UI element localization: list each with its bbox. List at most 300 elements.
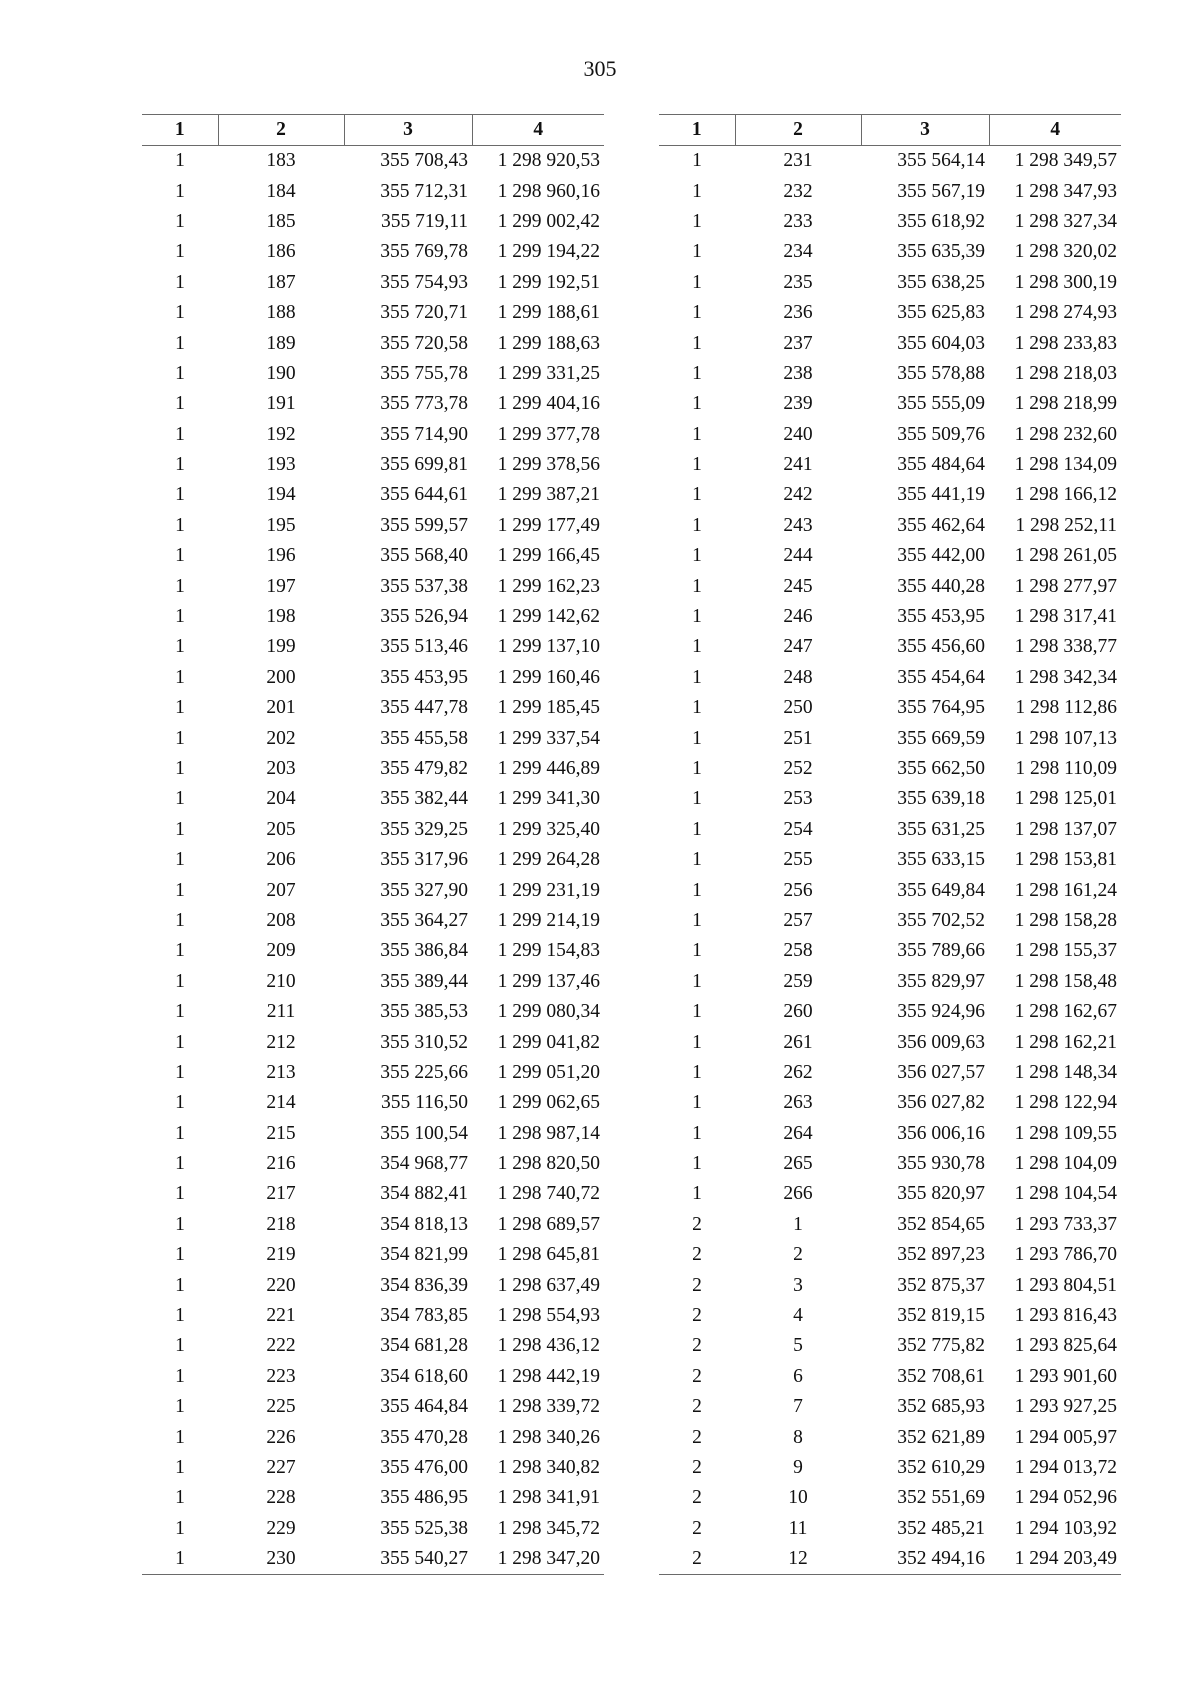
table-row (142, 906, 604, 936)
cell-col-2: 8 (793, 1426, 803, 1448)
cell-col-3: 355 462,64 (897, 514, 985, 536)
cell-col-1: 1 (692, 1031, 702, 1053)
cell-col-4: 1 294 052,96 (1014, 1487, 1117, 1509)
cell-col-1: 1 (142, 1544, 218, 1575)
cell-col-2: 5 (793, 1335, 803, 1357)
cell-col-4: 1 298 104,54 (1014, 1183, 1117, 1205)
table-row (659, 967, 1121, 997)
cell-col-1: 1 (692, 210, 702, 232)
cell-col-3: 354 618,60 (380, 1365, 468, 1387)
cell-col-4: 1 298 277,97 (1014, 575, 1117, 597)
table-row (659, 754, 1121, 784)
table-row (659, 207, 1121, 237)
cell-col-1: 1 (692, 180, 702, 202)
cell-col-3: 355 555,09 (897, 393, 985, 415)
table-row (142, 997, 604, 1027)
cell-col-3: 354 821,99 (380, 1244, 468, 1266)
cell-col-2: 210 (266, 970, 296, 992)
cell-col-4: 1 298 960,16 (497, 180, 600, 202)
cell-col-2: 240 (783, 423, 813, 445)
cell-col-3: 355 442,00 (897, 545, 985, 567)
cell-col-2: 220 (266, 1274, 296, 1296)
cell-col-3: 352 485,21 (897, 1517, 985, 1539)
table-row (142, 1544, 604, 1575)
cell-col-3: 355 567,19 (897, 180, 985, 202)
cell-col-2: 216 (266, 1153, 296, 1175)
cell-col-4: 1 298 134,09 (1014, 454, 1117, 476)
cell-col-1: 2 (692, 1244, 702, 1266)
cell-col-3: 355 708,43 (380, 150, 468, 172)
table-row (659, 298, 1121, 328)
cell-col-2: 197 (266, 575, 296, 597)
table-row (659, 1270, 1121, 1300)
cell-col-2: 245 (783, 575, 813, 597)
cell-col-4: 1 299 404,16 (497, 393, 600, 415)
cell-col-1: 1 (692, 1153, 702, 1175)
cell-col-4: 1 298 155,37 (1014, 940, 1117, 962)
cell-col-2: 231 (783, 150, 813, 172)
cell-col-2: 232 (783, 180, 813, 202)
cell-col-2: 253 (783, 788, 813, 810)
cell-col-3: 355 486,95 (380, 1487, 468, 1509)
column-header-3: 3 (344, 115, 472, 146)
cell-col-1: 1 (692, 818, 702, 840)
cell-col-2: 260 (783, 1001, 813, 1023)
cell-col-2: 189 (266, 332, 296, 354)
cell-col-1: 1 (692, 606, 702, 628)
table-row (659, 663, 1121, 693)
cell-col-3: 355 476,00 (380, 1456, 468, 1478)
cell-col-1: 1 (692, 1061, 702, 1083)
cell-col-4: 1 299 002,42 (497, 210, 600, 232)
table-body (142, 146, 604, 1575)
cell-col-3: 355 638,25 (897, 271, 985, 293)
cell-col-4: 1 298 232,60 (1014, 423, 1117, 445)
cell-col-4: 1 298 347,93 (1014, 180, 1117, 202)
cell-col-1: 1 (175, 575, 185, 597)
coordinates-table-left (142, 114, 604, 1575)
cell-col-2: 241 (783, 454, 813, 476)
cell-col-4: 1 298 340,26 (497, 1426, 600, 1448)
cell-col-1: 1 (692, 545, 702, 567)
cell-col-2: 248 (783, 666, 813, 688)
cell-col-2: 184 (266, 180, 296, 202)
table-row (142, 389, 604, 419)
cell-col-1: 2 (692, 1426, 702, 1448)
cell-col-4: 1 298 347,20 (472, 1544, 604, 1575)
cell-col-3: 352 875,37 (897, 1274, 985, 1296)
table-row (659, 1392, 1121, 1422)
cell-col-3: 355 754,93 (380, 271, 468, 293)
cell-col-3: 355 820,97 (897, 1183, 985, 1205)
cell-col-2: 228 (266, 1487, 296, 1509)
cell-col-4: 1 299 192,51 (497, 271, 600, 293)
cell-col-2: 187 (266, 271, 296, 293)
cell-col-1: 1 (175, 636, 185, 658)
table-row (142, 1210, 604, 1240)
table-row (659, 693, 1121, 723)
cell-col-4: 1 299 377,78 (497, 423, 600, 445)
cell-col-1: 2 (692, 1487, 702, 1509)
table-row (142, 815, 604, 845)
cell-col-2: 196 (266, 545, 296, 567)
cell-col-3: 355 755,78 (380, 362, 468, 384)
cell-col-1: 1 (175, 1426, 185, 1448)
cell-col-3: 355 633,15 (897, 849, 985, 871)
cell-col-1: 1 (175, 788, 185, 810)
cell-col-1: 1 (175, 241, 185, 263)
cell-col-3: 355 526,94 (380, 606, 468, 628)
cell-col-2: 227 (266, 1456, 296, 1478)
cell-col-1: 1 (175, 1456, 185, 1478)
cell-col-1: 1 (175, 1122, 185, 1144)
cell-col-3: 354 968,77 (380, 1153, 468, 1175)
cell-col-4: 1 299 160,46 (497, 666, 600, 688)
table-row (659, 723, 1121, 753)
cell-col-2: 208 (266, 909, 296, 931)
cell-col-3: 355 720,71 (380, 302, 468, 324)
cell-col-1: 1 (175, 423, 185, 445)
cell-col-2: 266 (783, 1183, 813, 1205)
cell-col-2: 252 (783, 758, 813, 779)
cell-col-1: 1 (692, 970, 702, 992)
cell-col-2: 6 (793, 1365, 803, 1387)
cell-col-1: 1 (175, 150, 185, 172)
cell-col-4: 1 298 341,91 (497, 1487, 600, 1509)
cell-col-3: 355 453,95 (380, 666, 468, 688)
cell-col-3: 355 644,61 (380, 484, 468, 506)
table-row (659, 1119, 1121, 1149)
cell-col-3: 355 464,84 (380, 1396, 468, 1418)
cell-col-3: 355 712,31 (380, 180, 468, 202)
cell-col-4: 1 298 252,11 (1015, 514, 1117, 536)
cell-col-4: 1 299 154,83 (497, 940, 600, 962)
table-row (659, 1422, 1121, 1452)
cell-col-4: 1 298 342,34 (1014, 666, 1117, 688)
table-row (142, 967, 604, 997)
cell-col-1: 1 (692, 879, 702, 901)
table-row (659, 845, 1121, 875)
cell-col-2: 239 (783, 393, 813, 415)
page-number: 305 (583, 56, 617, 81)
table-row (142, 176, 604, 206)
cell-col-4: 1 294 013,72 (1014, 1456, 1117, 1478)
cell-col-4: 1 298 820,50 (497, 1153, 600, 1175)
cell-col-4: 1 298 987,14 (497, 1122, 600, 1144)
cell-col-4: 1 293 786,70 (1014, 1244, 1117, 1266)
cell-col-4: 1 298 233,83 (1014, 332, 1117, 354)
table-row (659, 1027, 1121, 1057)
table-row (142, 1058, 604, 1088)
cell-col-3: 354 783,85 (380, 1305, 468, 1327)
cell-col-3: 352 494,16 (861, 1544, 989, 1575)
cell-col-4: 1 298 442,19 (497, 1365, 600, 1387)
table-row (659, 1331, 1121, 1361)
cell-col-2: 206 (266, 849, 296, 871)
cell-col-1: 2 (692, 1517, 702, 1539)
cell-col-1: 1 (692, 150, 702, 172)
cell-col-3: 355 639,18 (897, 788, 985, 810)
table-row (142, 1301, 604, 1331)
table-row (659, 511, 1121, 541)
cell-col-4: 1 298 637,49 (497, 1274, 600, 1296)
cell-col-4: 1 299 162,23 (497, 575, 600, 597)
table-row (142, 663, 604, 693)
cell-col-1: 1 (175, 180, 185, 202)
cell-col-3: 355 924,96 (897, 1001, 985, 1023)
column-header-1: 1 (659, 115, 735, 146)
cell-col-1: 1 (692, 393, 702, 415)
cell-col-2: 202 (266, 727, 296, 749)
cell-col-3: 355 364,27 (380, 909, 468, 931)
cell-col-2: 229 (266, 1517, 296, 1539)
cell-col-1: 1 (692, 575, 702, 597)
cell-col-4: 1 298 110,09 (1015, 758, 1117, 779)
cell-col-4: 1 293 901,60 (1014, 1365, 1117, 1387)
cell-col-2: 234 (783, 241, 813, 263)
cell-col-2: 203 (266, 758, 296, 779)
cell-col-1: 1 (692, 788, 702, 810)
cell-col-1: 2 (692, 1213, 702, 1235)
cell-col-1: 1 (175, 393, 185, 415)
cell-col-1: 1 (175, 940, 185, 962)
cell-col-2: 250 (783, 697, 813, 719)
cell-col-1: 1 (175, 1001, 185, 1023)
cell-col-4: 1 298 158,48 (1014, 970, 1117, 992)
table-row (142, 754, 604, 784)
table-row (659, 1453, 1121, 1483)
cell-col-1: 1 (175, 1305, 185, 1327)
cell-col-1: 1 (175, 1365, 185, 1387)
table-row (142, 1392, 604, 1422)
cell-col-2: 188 (266, 302, 296, 324)
cell-col-3: 356 006,16 (897, 1122, 985, 1144)
cell-col-2: 221 (266, 1305, 296, 1327)
cell-col-4: 1 298 689,57 (497, 1213, 600, 1235)
table-row (142, 298, 604, 328)
cell-col-2: 246 (783, 606, 813, 628)
cell-col-3: 355 440,28 (897, 575, 985, 597)
table-row (142, 1270, 604, 1300)
cell-col-4: 1 293 927,25 (1014, 1396, 1117, 1418)
cell-col-4: 1 298 327,34 (1014, 210, 1117, 232)
cell-col-4: 1 298 339,72 (497, 1396, 600, 1418)
cell-col-1: 1 (692, 1092, 702, 1114)
cell-col-3: 355 116,50 (380, 1092, 468, 1114)
cell-col-1: 1 (692, 362, 702, 384)
cell-col-4: 1 299 080,34 (497, 1001, 600, 1023)
table-row (659, 389, 1121, 419)
cell-col-1: 1 (175, 909, 185, 931)
table-row (659, 176, 1121, 206)
cell-col-2: 230 (218, 1544, 344, 1575)
table-row (659, 146, 1121, 177)
table-row (142, 359, 604, 389)
cell-col-2: 195 (266, 514, 296, 536)
cell-col-1: 1 (692, 940, 702, 962)
cell-col-1: 1 (175, 1517, 185, 1539)
cell-col-4: 1 298 345,72 (497, 1517, 600, 1539)
cell-col-4: 1 299 337,54 (497, 727, 600, 749)
table-row (659, 571, 1121, 601)
cell-col-2: 259 (783, 970, 813, 992)
cell-col-4: 1 299 188,63 (497, 332, 600, 354)
table-row (659, 1149, 1121, 1179)
cell-col-4: 1 299 051,20 (497, 1061, 600, 1083)
cell-col-3: 355 578,88 (897, 362, 985, 384)
cell-col-1: 1 (175, 454, 185, 476)
cell-col-2: 247 (783, 636, 813, 658)
table-row (659, 450, 1121, 480)
cell-col-3: 352 708,61 (897, 1365, 985, 1387)
cell-col-2: 264 (783, 1122, 813, 1144)
table-row (142, 1453, 604, 1483)
cell-col-3: 355 599,57 (380, 514, 468, 536)
cell-col-3: 355 540,27 (344, 1544, 472, 1575)
cell-col-1: 1 (692, 423, 702, 445)
cell-col-3: 352 610,29 (897, 1456, 985, 1478)
table-row (659, 420, 1121, 450)
cell-col-1: 1 (175, 1153, 185, 1175)
cell-col-4: 1 298 218,99 (1014, 393, 1117, 415)
cell-col-3: 352 854,65 (897, 1213, 985, 1235)
cell-col-3: 352 897,23 (897, 1244, 985, 1266)
cell-col-2: 226 (266, 1426, 296, 1448)
cell-col-2: 211 (266, 1001, 296, 1023)
table-row (142, 1179, 604, 1209)
cell-col-2: 218 (266, 1213, 296, 1235)
cell-col-2: 200 (266, 666, 296, 688)
cell-col-3: 355 389,44 (380, 970, 468, 992)
cell-col-2: 251 (783, 727, 813, 749)
cell-col-2: 217 (266, 1183, 296, 1205)
table-row (142, 693, 604, 723)
cell-col-3: 355 568,40 (380, 545, 468, 567)
cell-col-3: 355 789,66 (897, 940, 985, 962)
cell-col-2: 243 (783, 514, 813, 536)
cell-col-4: 1 299 062,65 (497, 1092, 600, 1114)
cell-col-3: 354 681,28 (380, 1335, 468, 1357)
column-header-2: 2 (735, 115, 861, 146)
table-row (142, 328, 604, 358)
table-row (142, 146, 604, 177)
table-row (659, 1088, 1121, 1118)
table-row (142, 632, 604, 662)
table-header-row (659, 115, 1121, 146)
cell-col-3: 355 327,90 (380, 879, 468, 901)
cell-col-4: 1 298 340,82 (497, 1456, 600, 1478)
cell-col-2: 209 (266, 940, 296, 962)
table-row (659, 328, 1121, 358)
table-row (142, 450, 604, 480)
cell-col-2: 263 (783, 1092, 813, 1114)
cell-col-2: 4 (793, 1305, 803, 1327)
cell-col-4: 1 298 920,53 (497, 150, 600, 172)
table-row (142, 723, 604, 753)
cell-col-3: 352 685,93 (897, 1396, 985, 1418)
cell-col-4: 1 298 166,12 (1014, 484, 1117, 506)
column-header-4: 4 (472, 115, 604, 146)
cell-col-1: 1 (692, 1183, 702, 1205)
cell-col-1: 1 (692, 454, 702, 476)
cell-col-4: 1 298 122,94 (1014, 1092, 1117, 1114)
table-row (659, 875, 1121, 905)
table-row (142, 268, 604, 298)
cell-col-3: 355 441,19 (897, 484, 985, 506)
table-row (659, 1301, 1121, 1331)
cell-col-2: 198 (266, 606, 296, 628)
cell-col-2: 207 (266, 879, 296, 901)
cell-col-3: 355 329,25 (380, 818, 468, 840)
column-header-1: 1 (142, 115, 218, 146)
cell-col-3: 354 836,39 (380, 1274, 468, 1296)
cell-col-4: 1 298 554,93 (497, 1305, 600, 1327)
cell-col-2: 205 (266, 818, 296, 840)
cell-col-3: 355 829,97 (897, 970, 985, 992)
table-row (142, 571, 604, 601)
cell-col-4: 1 293 804,51 (1014, 1274, 1117, 1296)
cell-col-1: 1 (175, 1213, 185, 1235)
cell-col-1: 1 (692, 849, 702, 871)
cell-col-1: 1 (175, 727, 185, 749)
cell-col-2: 242 (783, 484, 813, 506)
table-row (659, 268, 1121, 298)
cell-col-3: 355 100,54 (380, 1122, 468, 1144)
cell-col-4: 1 299 387,21 (497, 484, 600, 506)
cell-col-3: 355 470,28 (380, 1426, 468, 1448)
column-header-3: 3 (861, 115, 989, 146)
cell-col-4: 1 293 733,37 (1014, 1213, 1117, 1235)
cell-col-4: 1 299 177,49 (497, 514, 600, 536)
cell-col-2: 191 (266, 393, 296, 415)
cell-col-2: 185 (266, 210, 296, 232)
cell-col-1: 1 (175, 666, 185, 688)
cell-col-3: 355 702,52 (897, 909, 985, 931)
table-row (659, 541, 1121, 571)
cell-col-3: 355 773,78 (380, 393, 468, 415)
table-row (142, 875, 604, 905)
cell-col-4: 1 298 161,24 (1014, 879, 1117, 901)
cell-col-4: 1 298 320,02 (1014, 241, 1117, 263)
cell-col-3: 355 453,95 (897, 606, 985, 628)
cell-col-3: 355 618,92 (897, 210, 985, 232)
cell-col-2: 237 (783, 332, 813, 354)
cell-col-2: 244 (783, 545, 813, 567)
cell-col-3: 355 455,58 (380, 727, 468, 749)
cell-col-4: 1 298 436,12 (497, 1335, 600, 1357)
table-row (142, 1514, 604, 1544)
cell-col-2: 192 (266, 423, 296, 445)
cell-col-3: 355 382,44 (380, 788, 468, 810)
cell-col-3: 355 386,84 (380, 940, 468, 962)
table-row (142, 237, 604, 267)
table-row (659, 602, 1121, 632)
cell-col-2: 11 (788, 1517, 808, 1539)
table-row (142, 845, 604, 875)
cell-col-3: 355 454,64 (897, 666, 985, 688)
cell-col-3: 355 635,39 (897, 241, 985, 263)
cell-col-4: 1 299 142,62 (497, 606, 600, 628)
cell-col-3: 355 509,76 (897, 423, 985, 445)
cell-col-1: 1 (692, 241, 702, 263)
cell-col-2: 261 (783, 1031, 813, 1053)
cell-col-4: 1 298 137,07 (1014, 818, 1117, 840)
cell-col-1: 1 (692, 727, 702, 749)
cell-col-1: 2 (692, 1335, 702, 1357)
table-row (659, 784, 1121, 814)
column-header-4: 4 (989, 115, 1121, 146)
cell-col-2: 225 (266, 1396, 296, 1418)
